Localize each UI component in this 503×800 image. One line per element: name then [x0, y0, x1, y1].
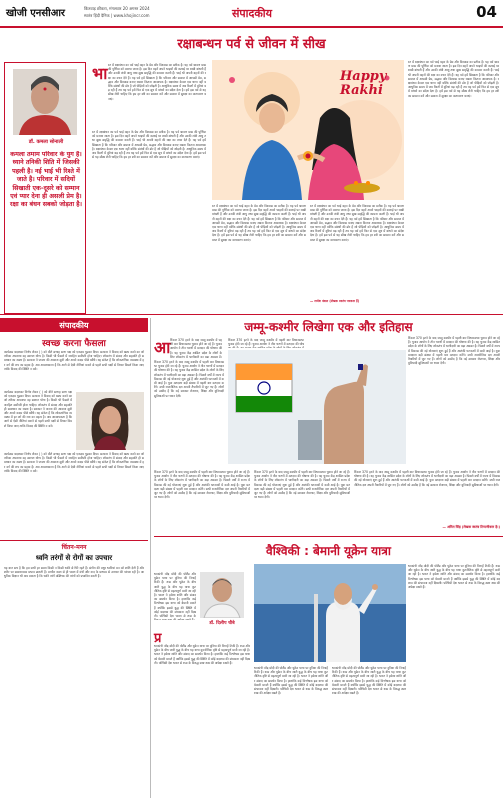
chintan-label: चिंतन-मनन	[0, 540, 148, 551]
column-divider	[150, 318, 151, 798]
ukraine-dropcap: प्र	[154, 631, 162, 646]
jk-body-col1: र्टिकल 370 हटने के बाद जम्मू कश्मीर में पहली बार विधानसभा चुनाव होने जा रहे हैं। चुनाव आयोग ने तीन चरणों में मतदान की घोषणा की है। यह चुनाव केंद्र शासित प्रदेश के लोगों के लिए लोकतंत्र में भागीदारी का बड़ा अवसर है।	[170, 338, 222, 358]
editorial-body-b: कार्यक्रम बदलकर निर्णय लेकर ( ) को बीते सत्ताह सत्ता पक्ष को एकदम घुड़का दिया। सरकार ने विवाद को खत्म करने का जो तरीका अपनाया वह स्वागत योग्य है। किसी भी फैसले में जनहित सर्वोपरि होना चाहिए। लोकतंत्र में संवाद और सहमति ही समाधान का रास्ता है। सरकार ने जनता की आवाज सुनी और अपने कदम पीछे खींचे। यह संकेत है कि लोकतांत्रिक व्यवस्था में हर वर्ग की राय का महत्व है। अब आवश्यकता है कि आगे से ऐसी नीतियां बनाने से पहले सभी पक्षों से विचार विमर्श किया जाए ताकि विवाद की स्थिति न बने।	[4, 390, 72, 428]
jk-body-col3: र्टिकल 370 हटने के बाद जम्मू कश्मीर में पहली बार विधानसभा चुनाव होने जा रहे हैं। चुनाव आयोग ने तीन चरणों में मतदान की घोषणा की है। यह चुनाव केंद्र शासित प्रदेश के लोगों के लिए लोकतंत्र में भागीदारी का बड़ा अवसर है। पिछले वर्षों में राज्य में विकास की नई योजनाएं शुरू हुई हैं और आतंकी घटनाओं में कमी आई है। युवा मतदाता बड़ी संख्या में पहली बार मतदान करेंगे। सभी राजनीतिक दल अपनी तैयारियों में जुट गए हैं। लोगों को उम्मीद है कि नई सरकार रोजगार, शिक्षा और बुनियादी सुविधाओं पर ध्यान देगी।	[408, 336, 500, 366]
masthead	[0, 0, 503, 28]
jk-body-col2: र्टिकल 370 हटने के बाद जम्मू कश्मीर में पहली बार विधानसभा चुनाव होने जा रहे हैं। चुनाव आयोग ने तीन चरणों में मतदान की घोष	[228, 338, 304, 347]
editorial-band	[0, 318, 148, 332]
ukraine-body-col1: धानमंत्री नरेंद्र मोदी की पोलैंड और यूक्रेन यात्रा पर दुनिया की निगाहें टिकी हैं। रूस और यूक्रेन के बीच जारी युद्ध के बीच यह यात्रा कूटनीतिक दृष्टि से महत्वपूर्ण मानी जा रही है। भारत ने हमेशा शांति और संवाद का समर्थन किया है। हालांकि कई विश्लेषक इस यात्रा को बेमानी मानते हैं क्योंकि इससे युद्ध की स्थिति में कोई बदलाव की संभावना नहीं दिखती। पश्चिमी देश भारत से रूस के	[154, 572, 196, 619]
rakhi-illustration	[212, 60, 404, 200]
author-portrait-image	[13, 69, 77, 135]
lead-body-col2: रत में रक्षाबंधन का पर्व भाई बहन के प्रेम और विश्वास का प्रतीक है। यह पर्व श्रावण मास की पूर्णिमा को मनाया जाता है। इस दिन बहनें अपने भाइयों की कलाई पर राखी बांधती हैं और उनकी लंबी आयु तथा सुख समृद्धि की कामना करती हैं। भाई भी अपनी बहनों की रक्षा का वचन देते हैं। यह पर्व हमें सिखाता है कि परिवार और समाज में आपसी प्रेम, सद्भाव और विश्वास बनाए रखना कितना आवश्यक है। रक्षाबंधन केवल एक धागा नहीं बल्कि संबंधों की डोर है जो पीढ़ियों को जोड़ती है। आधुनिक समय में जब रिश्तों में दूरियां बढ़ रही हैं तब यह पर्व हमें फिर से एक सूत्र में बांधने का संदेश देता है। हमें इस पर्व से यह सीख लेनी चाहिए कि हम हर स्त्री का सम्मान करें और समाज में सुरक्षा का वातावरण बनाएं।	[92, 130, 206, 160]
rakhi-art-caption: Happy Rakhi	[340, 69, 387, 98]
jk-dropcap: आ	[154, 338, 171, 357]
jk-body-col6: र्टिकल 370 हटने के बाद जम्मू कश्मीर में पहली बार विधानसभा चुनाव होने जा रहे हैं। चुनाव आयोग ने तीन चरणों में मतदान की घोषणा की है। यह चुनाव केंद्र शासित प्रदेश के लोगों के लिए लोकतंत्र में भागीदारी का बड़ा अवसर है। पिछले वर्षों में राज्य में विकास की नई योजनाएं शुरू हुई हैं और आतंकी घटनाओं में कमी आई है। युवा मतदाता बड़ी संख्या में पहली बार मतदान करेंगे। सभी राजनीतिक दल अपनी तैयारियों में जुट गए हैं। लोगों को उम्मीद है कि नई सरकार रोजगार, शिक्षा और बुनियादी सुविधाओं पर ध्यान देगी।	[354, 470, 500, 487]
editorial-portrait-image	[76, 392, 144, 450]
author-box	[4, 62, 86, 314]
ukraine-author-photo	[200, 572, 244, 618]
editorial-band-label: संपादकीय	[59, 321, 89, 330]
section-title: संपादकीय	[231, 7, 273, 20]
jk-body-col4: र्टिकल 370 हटने के बाद जम्मू कश्मीर में पहली बार विधानसभा चुनाव होने जा रहे हैं। चुनाव आयोग ने तीन चरणों में मतदान की घोषणा की है। यह चुनाव केंद्र शासित प्रदेश के लोगों के लिए लोकतंत्र में भागीदारी का बड़ा अवसर है। पिछले वर्षों में राज्य में विकास की नई योजनाएं शुरू हुई हैं और आतंकी घटनाओं में कमी आई है। युवा मतदाता बड़ी संख्या में पहली बार मतदान करेंगे। सभी राजनीतिक दल अपनी तैयारियों में जुट गए हैं। लोगों को उम्मीद है कि नई सरकार रोजगार, शिक्षा और बुनियादी सुविधाओं पर ध्यान देगी।	[154, 470, 250, 500]
chintan-body: यह बात सच है कि हम सभी हर समय किसी न किसी ध्वनि से घिरे रहते हैं। संगीत की मधुर ध्वनियां मन को शांति देती हैं और शरीर पर सकारात्मक प्रभाव डालती हैं। प्राचीन काल से ही भारत में मंत्रों और नाद के माध्यम से उपचार की परंपरा रही है। आधुनिक विज्ञान भी अब मानता है कि ध्वनि तरंगें मस्तिष्क की तरंगों को प्रभावित करती हैं।	[4, 566, 144, 579]
lead-headline: रक्षाबन्धन पर्व से जीवन में सीख	[177, 37, 326, 52]
lead-byline: — राजेश बंसल (लेखक स्वतंत्र पत्रकार हैं)	[310, 299, 360, 303]
jk-body-col1b: र्टिकल 370 हटने के बाद जम्मू कश्मीर में पहली बार विधानसभा चुनाव होने जा रहे हैं। चुनाव आयोग ने तीन चरणों में मतदान की घोषणा की है। यह चुनाव केंद्र शासित प्रदेश के लोगों के लिए लोकतंत्र में भागीदारी का बड़ा अवसर है। पिछले वर्षों में राज्य में विकास की नई योजनाएं शुरू हुई हैं और आतंकी घटनाओं में कमी आई है। युवा मतदाता बड़ी संख्या में पहली बार मतदान करेंगे। सभी राजनीतिक दल अपनी तैयारियों में जुट गए हैं। लोगों को उम्मीद है कि नई सरकार रोजगार, शिक्षा और बुनियादी सुविधाओं पर ध्यान देगी।	[154, 360, 224, 398]
jk-byline: — अमित सिंह (लेखक स्वतंत्र टिप्पणीकार है।)	[442, 525, 500, 529]
voting-photo	[228, 350, 406, 464]
horizontal-rule	[0, 314, 503, 315]
page-number: 04	[476, 3, 497, 21]
lead-dropcap: भा	[92, 64, 108, 83]
lead-body-col3: रत में रक्षाबंधन का पर्व भाई बहन के प्रेम और विश्वास का प्रतीक है। यह पर्व श्रावण मास की पूर्णिमा को मनाया जाता है। इस दिन बहनें अपने भाइयों की कलाई पर राखी बांधती हैं और उनकी लंबी आयु तथा सुख समृद्धि की कामना करती हैं। भाई भी अपनी बहनों की रक्षा का वचन देते हैं। यह पर्व हमें सिखाता है कि परिवार और समाज में आपसी प्रेम, सद्भाव और विश्वास बनाए रखना कितना आवश्यक है। रक्षाबंधन केवल एक धागा नहीं बल्कि संबंधों की डोर है जो पीढ़ियों को जोड़ती है। आधुनिक समय में जब रिश्तों में दूरियां बढ़ रही हैं तब यह पर्व हमें फिर से एक सूत्र में बांधने का संदेश देता है। हमें इस पर्व से यह सीख लेनी चाहिए कि हम हर स्त्री का सम्मान करें और समाज में सुरक्षा का वातावरण बनाएं।	[408, 60, 499, 98]
ukraine-body-col2: धानमंत्री नरेंद्र मोदी की पोलैंड और यूक्रेन यात्रा पर दुनिया की निगाहें टिकी हैं। रूस और यूक्रेन के बीच जारी युद्ध के बीच यह यात्रा कूटनीतिक दृष्टि से महत्वपूर्ण मानी जा रही है। भारत ने हमेशा शांति और संवाद का समर्थन किया है। हालांकि कई विश्लेषक इस यात्रा को बेमानी मानते हैं क्योंकि इससे युद्ध की स्थिति में कोई बदलाव की संभावना नहीं दिखती। पश्चिमी देश भारत से रूस के विरुद्ध स्पष्ट रुख की अपेक्षा रखते हैं।	[408, 564, 500, 590]
modi-photo	[254, 564, 406, 662]
ukraine-author-name: डॉ. दिलीप चौबे	[209, 621, 235, 626]
editorial-body-a: कार्यक्रम बदलकर निर्णय लेकर ( ) को बीते सत्ताह सत्ता पक्ष को एकदम घुड़का दिया। सरकार ने विवाद को खत्म करने का जो तरीका अपनाया वह स्वागत योग्य है। किसी भी फैसले में जनहित सर्वोपरि होना चाहिए। लोकतंत्र में संवाद और सहमति ही समाधान का रास्ता है। सरकार ने जनता की आवाज सुनी और अपने कदम पीछे खींचे। यह संकेत है कि लोकतांत्रिक व्यवस्था में हर वर्ग की राय का महत्व है। अब आवश्यकता है कि आगे से ऐसी नीतियां बनाने से पहले सभी पक्षों से विचार विमर्श किया जाए ताकि विवाद की स्थिति न बने।	[4, 350, 144, 371]
chintan-headline: ध्वनि तरंगों से रोगों का उपचार	[35, 554, 113, 562]
ukraine-body-col1b: धानमंत्री नरेंद्र मोदी की पोलैंड और यूक्रेन यात्रा पर दुनिया की निगाहें टिकी हैं। रूस और यूक्रेन के बीच जारी युद्ध के बीच यह यात्रा कूटनीतिक दृष्टि से महत्वपूर्ण मानी जा रही है। भारत ने हमेशा शांति और संवाद का समर्थन किया है। हालांकि कई विश्लेषक इस यात्रा को बेमानी मानते हैं क्योंकि इससे युद्ध की स्थिति में कोई बदलाव की संभावना नहीं दिखती। पश्चिमी देश भारत से रूस के विरुद्ध स्पष्ट रुख की अपेक्षा रखते हैं।	[154, 644, 250, 665]
ukraine-body-col3: धानमंत्री नरेंद्र मोदी की पोलैंड और यूक्रेन यात्रा पर दुनिया की निगाहें टिकी हैं। रूस और यूक्रेन के बीच जारी युद्ध के बीच यह यात्रा कूटनीतिक दृष्टि से महत्वपूर्ण मानी जा रही है। भारत ने हमेशा शांति और संवाद का समर्थन किया है। हालांकि कई विश्लेषक इस यात्रा को बेमानी मानते हैं क्योंकि इससे युद्ध की स्थिति में कोई बदलाव की संभावना नहीं दिखती। पश्चिमी देश भारत से रूस के विरुद्ध स्पष्ट रुख की अपेक्षा रखते हैं।	[254, 666, 328, 696]
ukraine-photo	[254, 564, 406, 662]
ukraine-body-col4: धानमंत्री नरेंद्र मोदी की पोलैंड और यूक्रेन यात्रा पर दुनिया की निगाहें टिकी हैं। रूस और यूक्रेन के बीच जारी युद्ध के बीच यह यात्रा कूटनीतिक दृष्टि से महत्वपूर्ण मानी जा रही है। भारत ने हमेशा शांति और संवाद का समर्थन किया है। हालांकि कई विश्लेषक इस यात्रा को बेमानी मानते हैं क्योंकि इससे युद्ध की स्थिति में कोई बदलाव की संभावना नहीं दिखती। पश्चिमी देश भारत से रूस के विरुद्ध स्पष्ट रुख की अपेक्षा रखते हैं।	[332, 666, 406, 696]
section-rule	[154, 536, 503, 537]
date-line-2: स्वतंत्र हिंदी दैनिक | www.khojincr.com	[84, 13, 150, 18]
ukraine-headline: वैश्विकी : बेमानी यूक्रेन यात्रा	[266, 544, 391, 558]
brand-name: खोजी एनसीआर	[6, 8, 66, 19]
author-quote: कमला तमाम परिवार के युग है। ध्याने तनिकी शिति में जिसकी पहली है। नई भाई भी रिश्ते में जाते है। परिवार में सदियों सिखाती एक-दूसरे को सम्मान एवं प्यार देना ही असली प्रेम है। रक्षा का बंधन सबको जोड़ता है।	[9, 151, 83, 209]
jk-election-image	[228, 350, 406, 464]
author-photo	[13, 69, 77, 135]
jk-headline: जम्मू-कश्मीर लिखेगा एक और इतिहास	[244, 320, 413, 334]
author-name: डॉ. कमला सोनाली	[28, 139, 64, 145]
lead-body-col5: रत में रक्षाबंधन का पर्व भाई बहन के प्रेम और विश्वास का प्रतीक है। यह पर्व श्रावण मास की पूर्णिमा को मनाया जाता है। इस दिन बहनें अपने भाइयों की कलाई पर राखी बांधती हैं और उनकी लंबी आयु तथा सुख समृद्धि की कामना करती हैं। भाई भी अपनी बहनों की रक्षा का वचन देते हैं। यह पर्व हमें सिखाता है कि परिवार और समाज में आपसी प्रेम, सद्भाव और विश्वास बनाए रखना कितना आवश्यक है। रक्षाबंधन केवल एक धागा नहीं बल्कि संबंधों की डोर है जो पीढ़ियों को जोड़ती है। आधुनिक समय में जब रिश्तों में दूरियां बढ़ रही हैं तब यह पर्व हमें फिर से एक सूत्र में बांधने का संदेश देता है। हमें इस पर्व से यह सीख लेनी चाहिए कि हम हर स्त्री का सम्मान करें और समाज में सुरक्षा का वातावरण बनाएं।	[310, 204, 404, 242]
author-headshot	[200, 572, 244, 618]
lead-body-col1: रत में रक्षाबंधन का पर्व भाई बहन के प्रेम और विश्वास का प्रतीक है। यह पर्व श्रावण मास की पूर्णिमा को मनाया जाता है। इस दिन बहनें अपने भाइयों की कलाई पर राखी बांधती हैं और उनकी लंबी आयु तथा सुख समृद्धि की कामना करती हैं। भाई भी अपनी बहनों की रक्षा का वचन देते हैं। यह पर्व हमें सिखाता है कि परिवार और समाज में आपसी प्रेम, सद्भाव और विश्वास बनाए रखना कितना आवश्यक है। रक्षाबंधन केवल एक धागा नहीं बल्कि संबंधों की डोर है जो पीढ़ियों को जोड़ती है। आधुनिक समय में जब रिश्तों में दूरियां बढ़ रही हैं तब यह पर्व हमें फिर से एक सूत्र में बांधने का संदेश देता है। हमें इस पर्व से यह सीख लेनी चाहिए कि हम हर स्त्री का सम्मान करें और समाज में सुरक्षा का वातावरण बनाएं।	[108, 63, 206, 101]
editorial-headline: स्वच्छ करना फैसला	[42, 339, 106, 349]
date-line-1: किंतवाड़ छीकरा, मंगलवार 20 अगस्त 2024	[84, 6, 150, 11]
editorial-photo	[76, 392, 144, 450]
jk-body-col5: र्टिकल 370 हटने के बाद जम्मू कश्मीर में पहली बार विधानसभा चुनाव होने जा रहे हैं। चुनाव आयोग ने तीन चरणों में मतदान की घोषणा की है। यह चुनाव केंद्र शासित प्रदेश के लोगों के लिए लोकतंत्र में भागीदारी का बड़ा अवसर है। पिछले वर्षों में राज्य में विकास की नई योजनाएं शुरू हुई हैं और आतंकी घटनाओं में कमी आई है। युवा मतदाता बड़ी संख्या में पहली बार मतदान करेंगे। सभी राजनीतिक दल अपनी तैयारियों में जुट गए हैं। लोगों को उम्मीद है कि नई सरकार रोजगार, शिक्षा और बुनियादी सुविधाओं पर ध्यान देगी।	[254, 470, 350, 500]
lead-body-col4: रत में रक्षाबंधन का पर्व भाई बहन के प्रेम और विश्वास का प्रतीक है। यह पर्व श्रावण मास की पूर्णिमा को मनाया जाता है। इस दिन बहनें अपने भाइयों की कलाई पर राखी बांधती हैं और उनकी लंबी आयु तथा सुख समृद्धि की कामना करती हैं। भाई भी अपनी बहनों की रक्षा का वचन देते हैं। यह पर्व हमें सिखाता है कि परिवार और समाज में आपसी प्रेम, सद्भाव और विश्वास बनाए रखना कितना आवश्यक है। रक्षाबंधन केवल एक धागा नहीं बल्कि संबंधों की डोर है जो पीढ़ियों को जोड़ती है। आधुनिक समय में जब रिश्तों में दूरियां बढ़ रही हैं तब यह पर्व हमें फिर से एक सूत्र में बांधने का संदेश देता है। हमें इस पर्व से यह सीख लेनी चाहिए कि हम हर स्त्री का सम्मान करें और समाज में सुरक्षा का वातावरण बनाएं।	[212, 204, 306, 242]
editorial-body-c: कार्यक्रम बदलकर निर्णय लेकर ( ) को बीते सत्ताह सत्ता पक्ष को एकदम घुड़का दिया। सरकार ने विवाद को खत्म करने का जो तरीका अपनाया वह स्वागत योग्य है। किसी भी फैसले में जनहित सर्वोपरि होना चाहिए। लोकतंत्र में संवाद और सहमति ही समाधान का रास्ता है। सरकार ने जनता की आवाज सुनी और अपने कदम पीछे खींचे। यह संकेत है कि लोकतांत्रिक व्यवस्था में हर वर्ग की राय का महत्व है। अब आवश्यकता है कि आगे से ऐसी नीतियां बनाने से पहले सभी पक्षों से विचार विमर्श किया जाए ताकि विवाद की स्थिति न बने।	[4, 452, 144, 473]
